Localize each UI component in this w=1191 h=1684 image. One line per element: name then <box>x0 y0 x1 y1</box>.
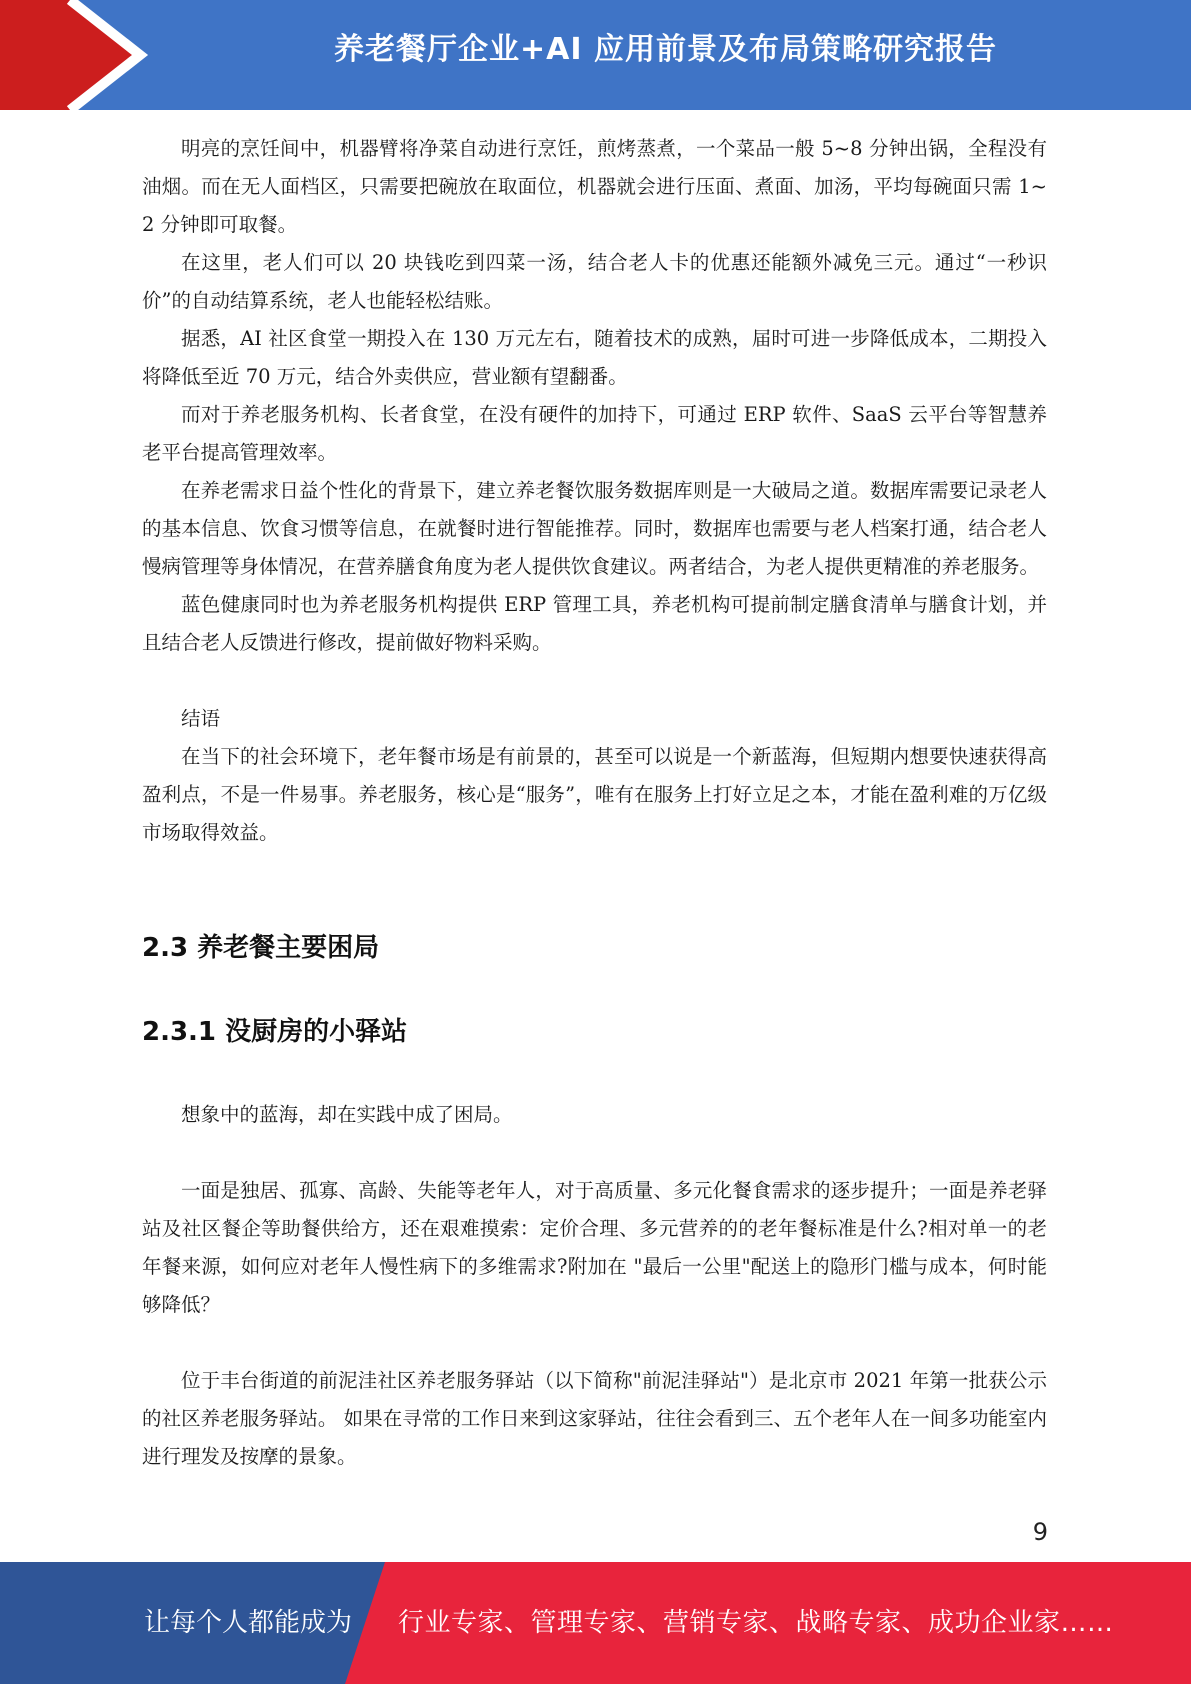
spacer <box>142 1134 1047 1172</box>
paragraph: 在养老需求日益个性化的背景下，建立养老餐饮服务数据库则是一大破局之道。数据库需要记录老人的基本信息、饮食习惯等信息，在就餐时进行智能推荐。同时，数据库也需要与老人档案打通，结合老人慢病管理等身体情况，在营养膳食角度为老人提供饮食建议。两者结合，为老人提供更精准的养老服务。 <box>142 479 1047 578</box>
section-heading: 2.3 养老餐主要困局 <box>142 933 380 963</box>
subsection-heading: 2.3.1 没厨房的小驿站 <box>142 1017 408 1047</box>
spacer <box>142 1052 1047 1096</box>
footer-slogan-left: 让每个人都能成为 <box>144 1608 353 1638</box>
report-title: 养老餐厅企业+AI 应用前景及布局策略研究报告 <box>334 32 997 67</box>
paragraph: 蓝色健康同时也为养老服务机构提供 ERP 管理工具，养老机构可提前制定膳食清单与膳食计划，并且结合老人反馈进行修改，提前做好物料采购。 <box>142 593 1047 654</box>
paragraph: 明亮的烹饪间中，机器臂将净菜自动进行烹饪，煎烤蒸煮，一个菜品一般 5~8 分钟出锅，全程没有油烟。而在无人面档区，只需要把碗放在取面位，机器就会进行压面、煮面、加汤，平均每碗面只需 1~2 分钟即可取餐。 <box>142 137 1047 236</box>
spacer <box>142 1324 1047 1362</box>
conclusion-paragraph: 在当下的社会环境下，老年餐市场是有前景的，甚至可以说是一个新蓝海，但短期内想要快速获得高盈利点，不是一件易事。养老服务，核心是“服务”，唯有在服务上打好立足之本，才能在盈利难的万亿级市场取得效益。 <box>142 745 1047 844</box>
page-header <box>0 0 1191 110</box>
spacer <box>142 662 1047 700</box>
footer-slogan-right: 行业专家、管理专家、营销专家、战略专家、成功企业家…… <box>398 1608 1114 1638</box>
conclusion-label: 结语 <box>181 707 221 730</box>
page-footer <box>0 1562 1191 1684</box>
header-arrow-decoration <box>0 0 160 110</box>
paragraph: 位于丰台街道的前泥洼社区养老服务驿站（以下简称"前泥洼驿站"）是北京市 2021 年第一批获公示的社区养老服务驿站。 如果在寻常的工作日来到这家驿站，往往会看到三、五个老年人在一间多功能室内进行理发及按摩的景象。 <box>142 1369 1047 1468</box>
spacer <box>142 968 1047 1012</box>
spacer <box>142 852 1047 928</box>
page-number: 9 <box>1032 1518 1048 1546</box>
paragraph: 一面是独居、孤寡、高龄、失能等老年人，对于高质量、多元化餐食需求的逐步提升；一面是养老驿站及社区餐企等助餐供给方，还在艰难摸索：定价合理、多元营养的的老年餐标准是什么?相对单一的老年餐来源，如何应对老年人慢性病下的多维需求?附加在 "最后一公里"配送上的隐形门槛与成本，何时能够降低？ <box>142 1179 1047 1316</box>
paragraph: 想象中的蓝海，却在实践中成了困局。 <box>181 1103 513 1126</box>
page-content <box>142 130 1047 1476</box>
paragraph: 而对于养老服务机构、长者食堂，在没有硬件的加持下，可通过 ERP 软件、SaaS 云平台等智慧养老平台提高管理效率。 <box>142 403 1047 464</box>
paragraph: 在这里，老人们可以 20 块钱吃到四菜一汤，结合老人卡的优惠还能额外减免三元。通过“一秒识价”的自动结算系统，老人也能轻松结账。 <box>142 251 1047 312</box>
paragraph: 据悉，AI 社区食堂一期投入在 130 万元左右，随着技术的成熟，届时可进一步降低成本，二期投入将降低至近 70 万元，结合外卖供应，营业额有望翻番。 <box>142 327 1047 388</box>
